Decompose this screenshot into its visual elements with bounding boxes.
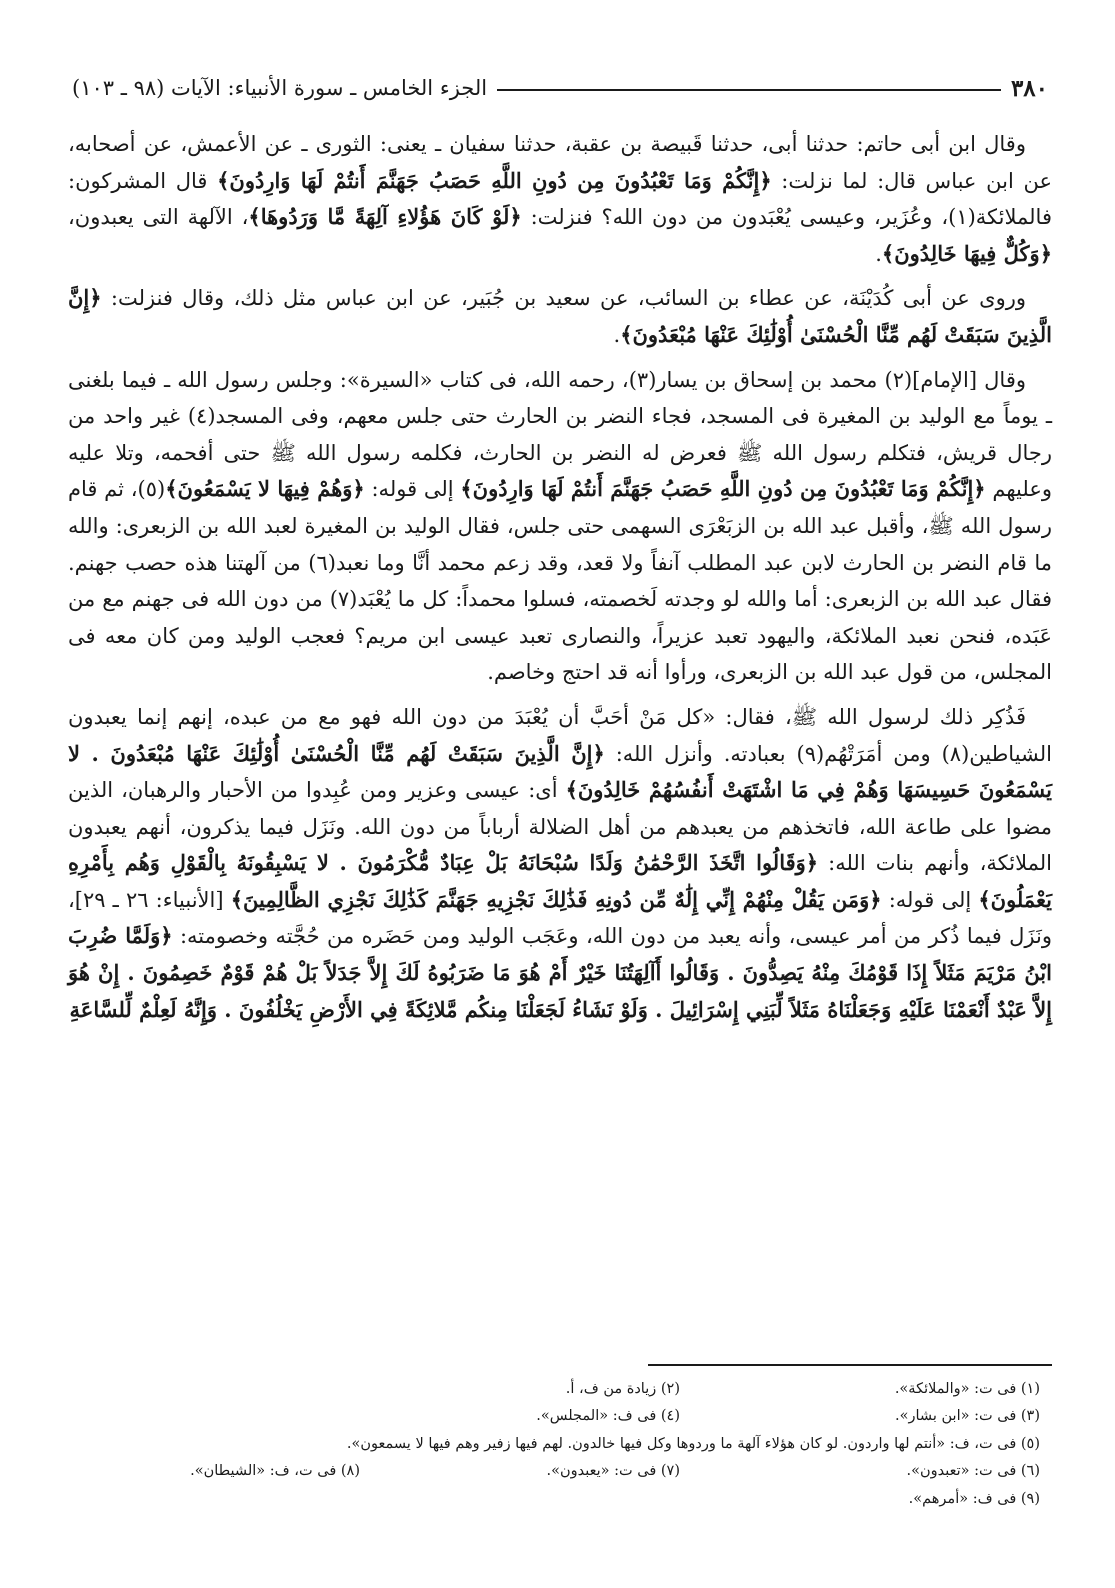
paragraph [68,362,1052,691]
paragraph [68,699,1052,1028]
footnotes [90,1376,1040,1513]
quran-quote: ﴿لَوْ كَانَ هَؤُلاءِ آلِهَةً مَّا وَرَدُوهَا﴾ [248,204,522,230]
text-run: وقال ابن أبى حاتم: حدثنا أبى، حدثنا قَبيصة بن عقبة، حدثنا سفيان ـ يعنى: الثورى ـ عن الأعمش، عن أصحابه، عن ابن عباس قال: لما نزلت: [68,132,1052,193]
text-run: ، الآلهة التى يعبدون، [68,205,249,230]
quran-quote: ﴿إِنَّكُمْ وَمَا تَعْبُدُونَ مِن دُونِ اللَّهِ حَصَبُ جَهَنَّمَ أَنتُمْ لَهَا وَارِدُونَ﴾ [460,476,986,502]
text-run: وقال [الإمام](٢) محمد بن إسحاق بن يسار(٣)، رحمه الله، فى كتاب «السيرة»: وجلس رسول الله ـ فيما بلغنى ـ يوماً مع الوليد بن المغيرة فى المسجد، فجاء النضر بن الحارث حتى جلس معهم، وفى المسجد(٤) غير واحد من رجال قريش، فتكلم رسول الله ﷺ فعرض له النضر بن الحارث، فكلمه رسول الله ﷺ حتى أفحمه، وتلا عليه وعليهم [68,367,1052,502]
page-number: ٣٨٠ [1010,74,1048,102]
footnote: (١) فى ت: «والملائكة». [894,1381,1040,1397]
header-rule [497,89,1001,91]
footnote-row [90,1458,1040,1485]
quran-quote: ﴿وَلَمَّا ضُرِبَ ابْنُ مَرْيَمَ مَثَلاً إِذَا قَوْمُكَ مِنْهُ يَصِدُّونَ . وَقَالُوا أَآلِهَتُنَا خَيْرٌ أَمْ هُوَ مَا ضَرَبُوهُ لَكَ إِلاَّ جَدَلاً بَلْ هُمْ قَوْمٌ خَصِمُونَ . إِنْ هُوَ إِلاَّ عَبْدٌ أَنْعَمْنَا عَلَيْهِ وَجَعَلْنَاهُ مَثَلاً لِّبَنِي إِسْرَائِيلَ . وَلَوْ نَشَاءُ لَجَعَلْنَا مِنكُم مَّلائِكَةً فِي الأَرْضِ يَخْلُفُونَ . وَإِنَّهُ لَعِلْمٌ لِّلسَّاعَةِ [68,923,1052,1022]
text-run: [الأنبياء: ٢٦ ـ ٢٩]، ونَزَل فيما ذُكر من أمر عيسى، وأنه يعبد من دون الله، وعَجَب الوليد ومن حَضَره من حُجَّته وخصومته: [68,887,1052,949]
main-text [68,126,1052,1036]
footnote: (٣) فى ت: «ابن بشار». [895,1408,1040,1425]
text-run: إلى قوله: [881,887,979,912]
footnote: (٧) فى ت: «يعبدون». [546,1463,680,1480]
text-run: قال المشركون: فالملائكة(١)، وعُزَير، وعيسى يُعْبَدون من دون الله؟ فنزلت: [68,168,1052,230]
text-run: فَذُكِر ذلك لرسول الله ﷺ، فقال: «كل مَنْ أحَبَّ أن يُعْبَدَ من دون الله فهو مع من عبده، إنهم إنما يعبدون الشياطين(٨) ومن أمَرَتْهُم(٩) بعبادته. وأنزل الله: [68,704,1052,766]
footnote-row [90,1431,1040,1458]
text-run: . [613,322,621,347]
text-run: (٥)، ثم قام رسول الله ﷺ، وأقبل عبد الله بن الزبَعْرَى السهمى حتى جلس، فقال الوليد بن المغيرة لعبد الله بن الزبعرى: والله ما قام النضر بن الحارث لابن عبد المطلب آنفاً ولا قعد، وقد زعم محمد أنَّا وما نعبد(٦) من آلهتنا هذه حصب جهنم. فقال عبد الله بن الزبعرى: أما والله لو وجدته لَخصمته، فسلوا محمداً: كل ما يُعْبَد(٧) من دون الله فى جهنم مع من عَبَده، فنحن نعبد الملائكة، واليهود تعبد عزيراً، والنصارى تعبد عيسى ابن مريم؟ فعجب الوليد ومن كان معه فى المجلس، من قول عبد الله بن الزبعرى، ورأوا أنه قد احتج وخاصم. [68,477,1053,685]
text-run: أى: عيسى وعزير ومن عُبِدوا من الأحبار والرهبان، الذين مضوا على طاعة الله، فاتخذهم من يعبدهم من أهل الضلالة أرباباً من دون الله. ونَزَل فيما يذكرون، أنهم يعبدون الملائكة، وأنهم بنات الله: [68,778,1052,876]
quran-quote: ﴿إِنَّ الَّذِينَ سَبَقَتْ لَهُم مِّنَّا الْحُسْنَىٰ أُوْلَٰئِكَ عَنْهَا مُبْعَدُونَ . لا يَسْمَعُونَ حَسِيسَهَا وَهُمْ فِي مَا اشْتَهَتْ أَنفُسُهُمْ خَالِدُونَ﴾ [68,740,1052,803]
footnote: (٢) زيادة من ف، أ. [565,1381,680,1397]
quran-quote: ﴿وَهُمْ فِيهَا لا يَسْمَعُونَ﴾ [165,476,365,502]
footnote: (٤) فى ف: «المجلس». [536,1408,680,1425]
footnote-row [90,1486,1040,1513]
footnote: (٩) فى ف: «أمرهم». [908,1490,1040,1507]
quran-quote: ﴿إِنَّ الَّذِينَ سَبَقَتْ لَهُم مِّنَّا الْحُسْنَىٰ أُوْلَٰئِكَ عَنْهَا مُبْعَدُونَ﴾ [68,285,1052,347]
footnote: (٦) فى ت: «تعبدون». [906,1463,1040,1480]
text-run: وروى عن أبى كُدَيْنَة، عن عطاء بن السائب، عن سعيد بن جُبَير، عن ابن عباس مثل ذلك، وقال فنزلت: [101,286,1026,311]
footnote-row [90,1403,1040,1430]
footnote: (٥) فى ت، ف: «أنتم لها واردون. لو كان هؤلاء آلهة ما وردوها وكل فيها خالدون. لهم فيها زفير وهم فيها لا يسمعون». [346,1435,1040,1452]
quran-quote: ﴿وَمَن يَقُلْ مِنْهُمْ إِنِّي إِلَٰهٌ مِّن دُونِهِ فَذَٰلِكَ نَجْزِيهِ جَهَنَّمَ كَذَٰلِكَ نَجْزِي الظَّالِمِينَ﴾ [230,886,882,912]
running-title: الجزء الخامس ـ سورة الأنبياء: الآيات (٩٨ ـ ١٠٣) [72,76,488,100]
text-run: إلى قوله: [364,477,461,502]
footnote-row [90,1376,1040,1403]
text-run: . [875,241,882,266]
footnote-separator [648,1364,1052,1366]
quran-quote: ﴿وَقَالُوا اتَّخَذَ الرَّحْمَٰنُ وَلَدًا سُبْحَانَهُ بَلْ عِبَادٌ مُّكْرَمُونَ . لا يَسْبِقُونَهُ بِالْقَوْلِ وَهُم بِأَمْرِهِ يَعْمَلُونَ﴾ [68,850,1052,912]
quran-quote: ﴿وَكُلٌّ فِيهَا خَالِدُونَ﴾ [881,240,1052,266]
footnote: (٨) فى ت، ف: «الشيطان». [190,1463,360,1480]
paragraph [68,126,1052,272]
quran-quote: ﴿إِنَّكُمْ وَمَا تَعْبُدُونَ مِن دُونِ اللَّهِ حَصَبُ جَهَنَّمَ أَنتُمْ لَهَا وَارِدُونَ﴾ [217,167,772,193]
page-header [72,68,1048,108]
paragraph [68,280,1052,353]
